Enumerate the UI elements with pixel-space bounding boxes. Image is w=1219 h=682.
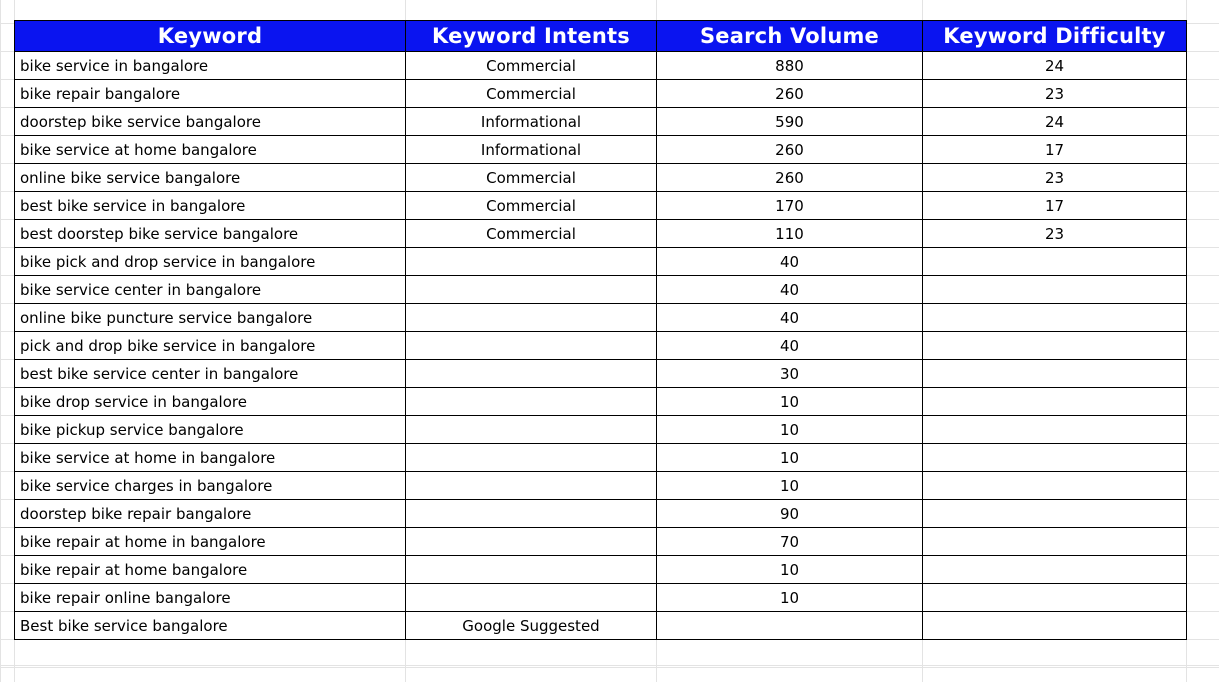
table-row [15,416,1187,444]
search-volume-cell[interactable]: 40 [657,248,923,276]
table-row [15,360,1187,388]
search-volume-cell[interactable]: 590 [657,108,923,136]
intent-cell[interactable] [406,500,657,528]
search-volume-cell[interactable]: 40 [657,276,923,304]
search-volume-cell[interactable]: 10 [657,388,923,416]
keyword-cell[interactable]: bike service at home bangalore [15,136,406,164]
search-volume-cell[interactable]: 10 [657,416,923,444]
intent-cell[interactable]: Commercial [406,192,657,220]
search-volume-cell[interactable]: 90 [657,500,923,528]
keyword-difficulty-cell[interactable] [923,388,1187,416]
keyword-cell[interactable]: pick and drop bike service in bangalore [15,332,406,360]
search-volume-cell[interactable]: 880 [657,52,923,80]
keyword-difficulty-cell[interactable]: 23 [923,164,1187,192]
header-search-volume[interactable]: Search Volume [657,21,923,52]
search-volume-cell[interactable]: 10 [657,584,923,612]
keyword-cell[interactable]: bike repair at home bangalore [15,556,406,584]
table-row [15,584,1187,612]
table-row [15,612,1187,640]
keyword-difficulty-cell[interactable] [923,500,1187,528]
table-row [15,192,1187,220]
intent-cell[interactable] [406,556,657,584]
intent-cell[interactable] [406,444,657,472]
keyword-cell[interactable]: bike service charges in bangalore [15,472,406,500]
keyword-difficulty-cell[interactable] [923,444,1187,472]
keyword-table [14,20,1187,640]
header-row [15,21,1187,52]
table-row [15,528,1187,556]
table-row [15,304,1187,332]
keyword-difficulty-cell[interactable] [923,332,1187,360]
table-row [15,556,1187,584]
keyword-cell[interactable]: Best bike service bangalore [15,612,406,640]
keyword-difficulty-cell[interactable] [923,248,1187,276]
table-row [15,136,1187,164]
table-row [15,220,1187,248]
header-keyword[interactable]: Keyword [15,21,406,52]
intent-cell[interactable] [406,528,657,556]
keyword-difficulty-cell[interactable]: 24 [923,52,1187,80]
table-row [15,52,1187,80]
header-keyword-intents[interactable]: Keyword Intents [406,21,657,52]
intent-cell[interactable]: Google Suggested [406,612,657,640]
keyword-cell[interactable]: bike service center in bangalore [15,276,406,304]
keyword-difficulty-cell[interactable] [923,360,1187,388]
keyword-difficulty-cell[interactable] [923,556,1187,584]
table-row [15,332,1187,360]
keyword-cell[interactable]: bike service in bangalore [15,52,406,80]
keyword-difficulty-cell[interactable] [923,472,1187,500]
intent-cell[interactable]: Commercial [406,164,657,192]
intent-cell[interactable] [406,360,657,388]
search-volume-cell[interactable]: 260 [657,164,923,192]
keyword-cell[interactable]: doorstep bike service bangalore [15,108,406,136]
keyword-difficulty-cell[interactable]: 23 [923,80,1187,108]
keyword-difficulty-cell[interactable] [923,416,1187,444]
intent-cell[interactable] [406,388,657,416]
grid-row-line [0,665,1219,666]
keyword-cell[interactable]: bike service at home in bangalore [15,444,406,472]
table-row [15,164,1187,192]
search-volume-cell[interactable]: 70 [657,528,923,556]
table-row [15,388,1187,416]
intent-cell[interactable]: Informational [406,108,657,136]
header-keyword-difficulty[interactable]: Keyword Difficulty [923,21,1187,52]
intent-cell[interactable] [406,276,657,304]
keyword-difficulty-cell[interactable] [923,304,1187,332]
table-row [15,472,1187,500]
search-volume-cell[interactable]: 170 [657,192,923,220]
table-row [15,80,1187,108]
keyword-cell[interactable]: bike repair bangalore [15,80,406,108]
table-row [15,500,1187,528]
keyword-difficulty-cell[interactable]: 17 [923,136,1187,164]
intent-cell[interactable]: Commercial [406,52,657,80]
keyword-cell[interactable]: doorstep bike repair bangalore [15,500,406,528]
table-row [15,444,1187,472]
keyword-cell[interactable]: best doorstep bike service bangalore [15,220,406,248]
search-volume-cell[interactable]: 10 [657,472,923,500]
keyword-difficulty-cell[interactable]: 23 [923,220,1187,248]
search-volume-cell[interactable] [657,612,923,640]
keyword-cell[interactable]: best bike service center in bangalore [15,360,406,388]
search-volume-cell[interactable]: 40 [657,304,923,332]
keyword-difficulty-cell[interactable] [923,528,1187,556]
intent-cell[interactable]: Informational [406,136,657,164]
intent-cell[interactable] [406,472,657,500]
intent-cell[interactable] [406,584,657,612]
keyword-cell[interactable]: online bike puncture service bangalore [15,304,406,332]
table-row [15,248,1187,276]
keyword-cell[interactable]: bike drop service in bangalore [15,388,406,416]
intent-cell[interactable] [406,416,657,444]
search-volume-cell[interactable]: 260 [657,136,923,164]
intent-cell[interactable] [406,332,657,360]
intent-cell[interactable] [406,248,657,276]
keyword-difficulty-cell[interactable]: 17 [923,192,1187,220]
search-volume-cell[interactable]: 260 [657,80,923,108]
table-row [15,108,1187,136]
keyword-cell[interactable]: bike pickup service bangalore [15,416,406,444]
keyword-cell[interactable]: bike pick and drop service in bangalore [15,248,406,276]
search-volume-cell[interactable]: 10 [657,444,923,472]
keyword-difficulty-cell[interactable] [923,612,1187,640]
search-volume-cell[interactable]: 110 [657,220,923,248]
search-volume-cell[interactable]: 10 [657,556,923,584]
table-row [15,276,1187,304]
keyword-cell[interactable]: best bike service in bangalore [15,192,406,220]
keyword-cell[interactable]: bike repair at home in bangalore [15,528,406,556]
intent-cell[interactable] [406,304,657,332]
search-volume-cell[interactable]: 40 [657,332,923,360]
keyword-cell[interactable]: online bike service bangalore [15,164,406,192]
intent-cell[interactable]: Commercial [406,80,657,108]
keyword-cell[interactable]: bike repair online bangalore [15,584,406,612]
keyword-difficulty-cell[interactable]: 24 [923,108,1187,136]
search-volume-cell[interactable]: 30 [657,360,923,388]
intent-cell[interactable]: Commercial [406,220,657,248]
keyword-difficulty-cell[interactable] [923,276,1187,304]
keyword-difficulty-cell[interactable] [923,584,1187,612]
